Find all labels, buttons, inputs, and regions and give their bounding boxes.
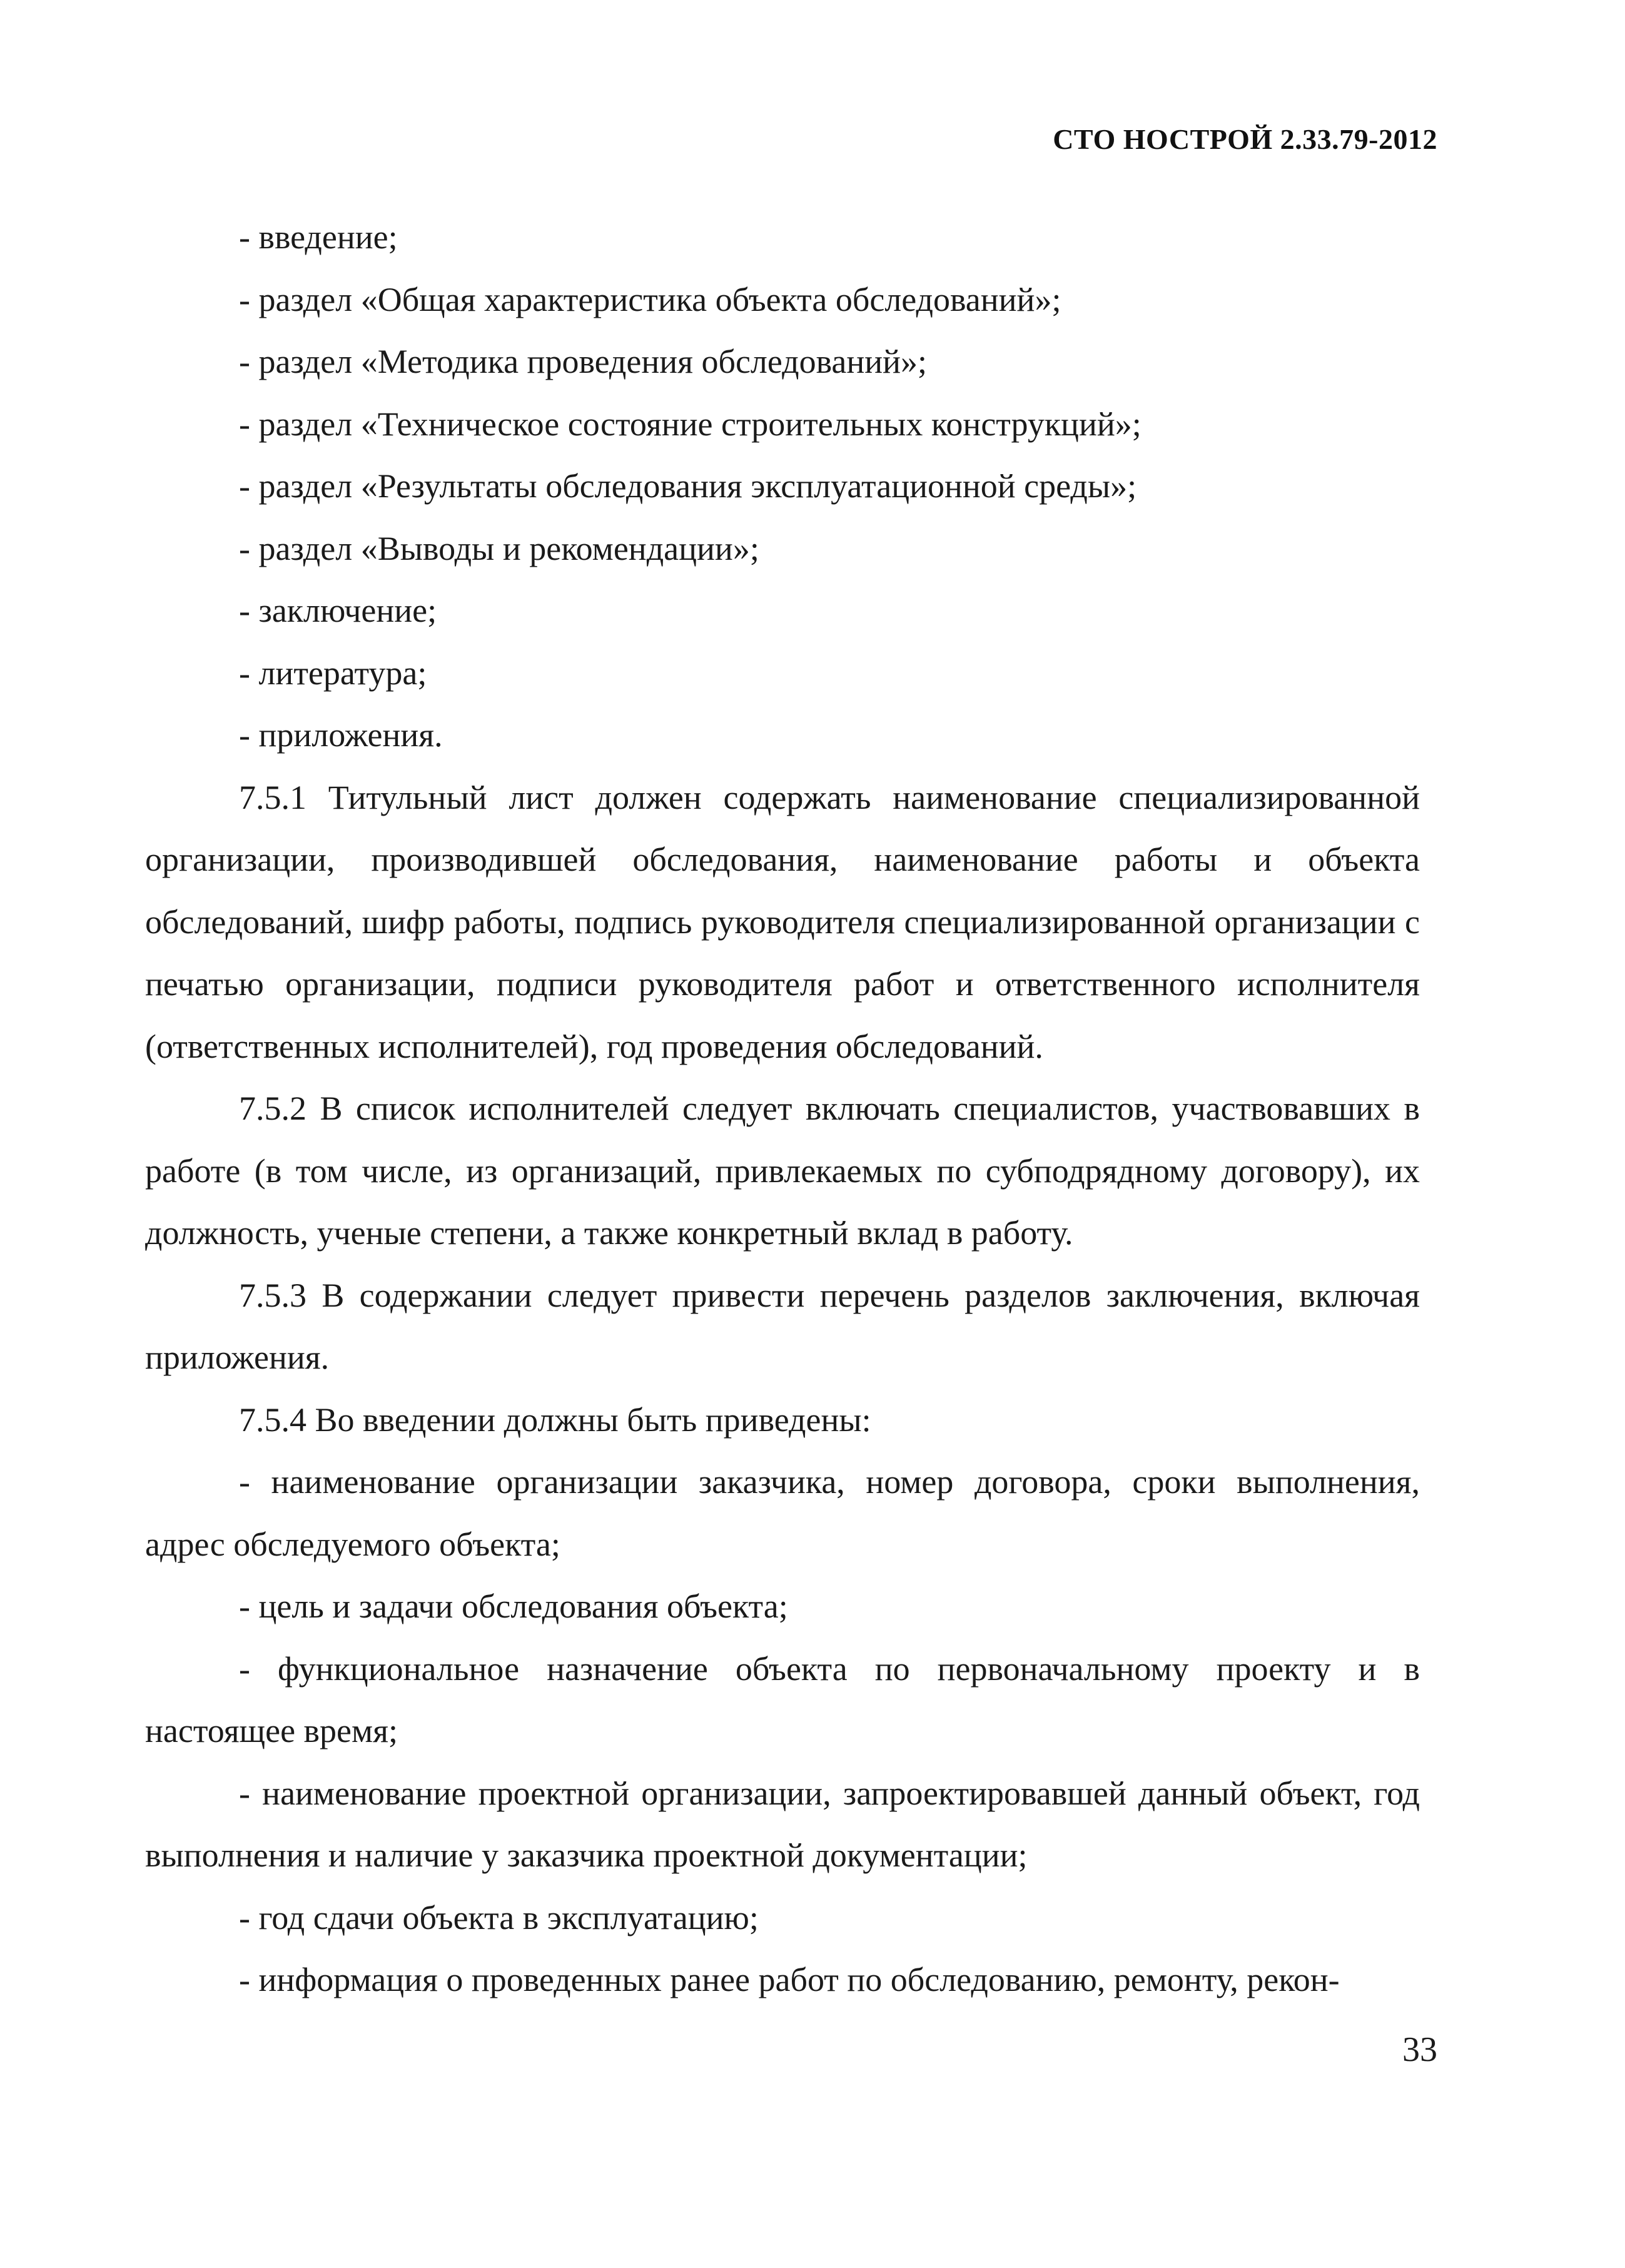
paragraph-7-5-3: 7.5.3 В содержании следует привести перечень разделов заключения, включая приложения. — [145, 1276, 1420, 1376]
list-item: - год сдачи объекта в эксплуатацию; — [239, 1898, 759, 1936]
page-number: 33 — [1402, 2030, 1437, 2069]
document-code-header: СТО НОСТРОЙ 2.33.79-2012 — [1053, 123, 1437, 155]
list-item: - раздел «Результаты обследования эксплуатационной среды»; — [239, 467, 1137, 505]
list-item: - приложения. — [239, 716, 443, 754]
list-item: - заключение; — [239, 592, 437, 629]
list-item: - раздел «Выводы и рекомендации»; — [239, 529, 759, 567]
list-item: - наименование организации заказчика, номер договора, сроки выполнения, адрес обследуемого объекта; — [145, 1463, 1420, 1563]
list-item: - наименование проектной организации, запроектировавшей данный объект, год выполнения и наличие у заказчика проектной документации; — [145, 1774, 1420, 1874]
paragraph-7-5-4: 7.5.4 Во введении должны быть приведены: — [239, 1400, 871, 1439]
body-text — [145, 206, 1420, 2012]
list-item: - раздел «Техническое состояние строительных конструкций»; — [239, 405, 1142, 443]
paragraph-7-5-1: 7.5.1 Титульный лист должен содержать наименование специализированной организации, производившей обследования, наименование работы и объекта обследований, шифр работы, подпись руководителя специализированной организации с печатью организации, подписи руководителя работ и ответственного исполнителя (ответственных исполнителей), год проведения обследований. — [145, 778, 1420, 1065]
list-item: - цель и задачи обследования объекта; — [239, 1587, 788, 1625]
list-item: - информация о проведенных ранее работ по обследованию, ремонту, рекон- — [239, 1961, 1340, 1998]
list-item: - раздел «Методика проведения обследований»; — [239, 343, 928, 380]
list-item: - введение; — [239, 218, 398, 256]
list-item: - литература; — [239, 654, 427, 692]
paragraph-7-5-2: 7.5.2 В список исполнителей следует включать специалистов, участвовавших в работе (в том числе, из организаций, привлекаемых по субподрядному договору), их должность, ученые степени, а также конкретный вклад в работу. — [145, 1090, 1420, 1252]
list-item: - раздел «Общая характеристика объекта обследований»; — [239, 280, 1061, 318]
list-item: - функциональное назначение объекта по первоначальному проекту и в настоящее время; — [145, 1649, 1420, 1749]
